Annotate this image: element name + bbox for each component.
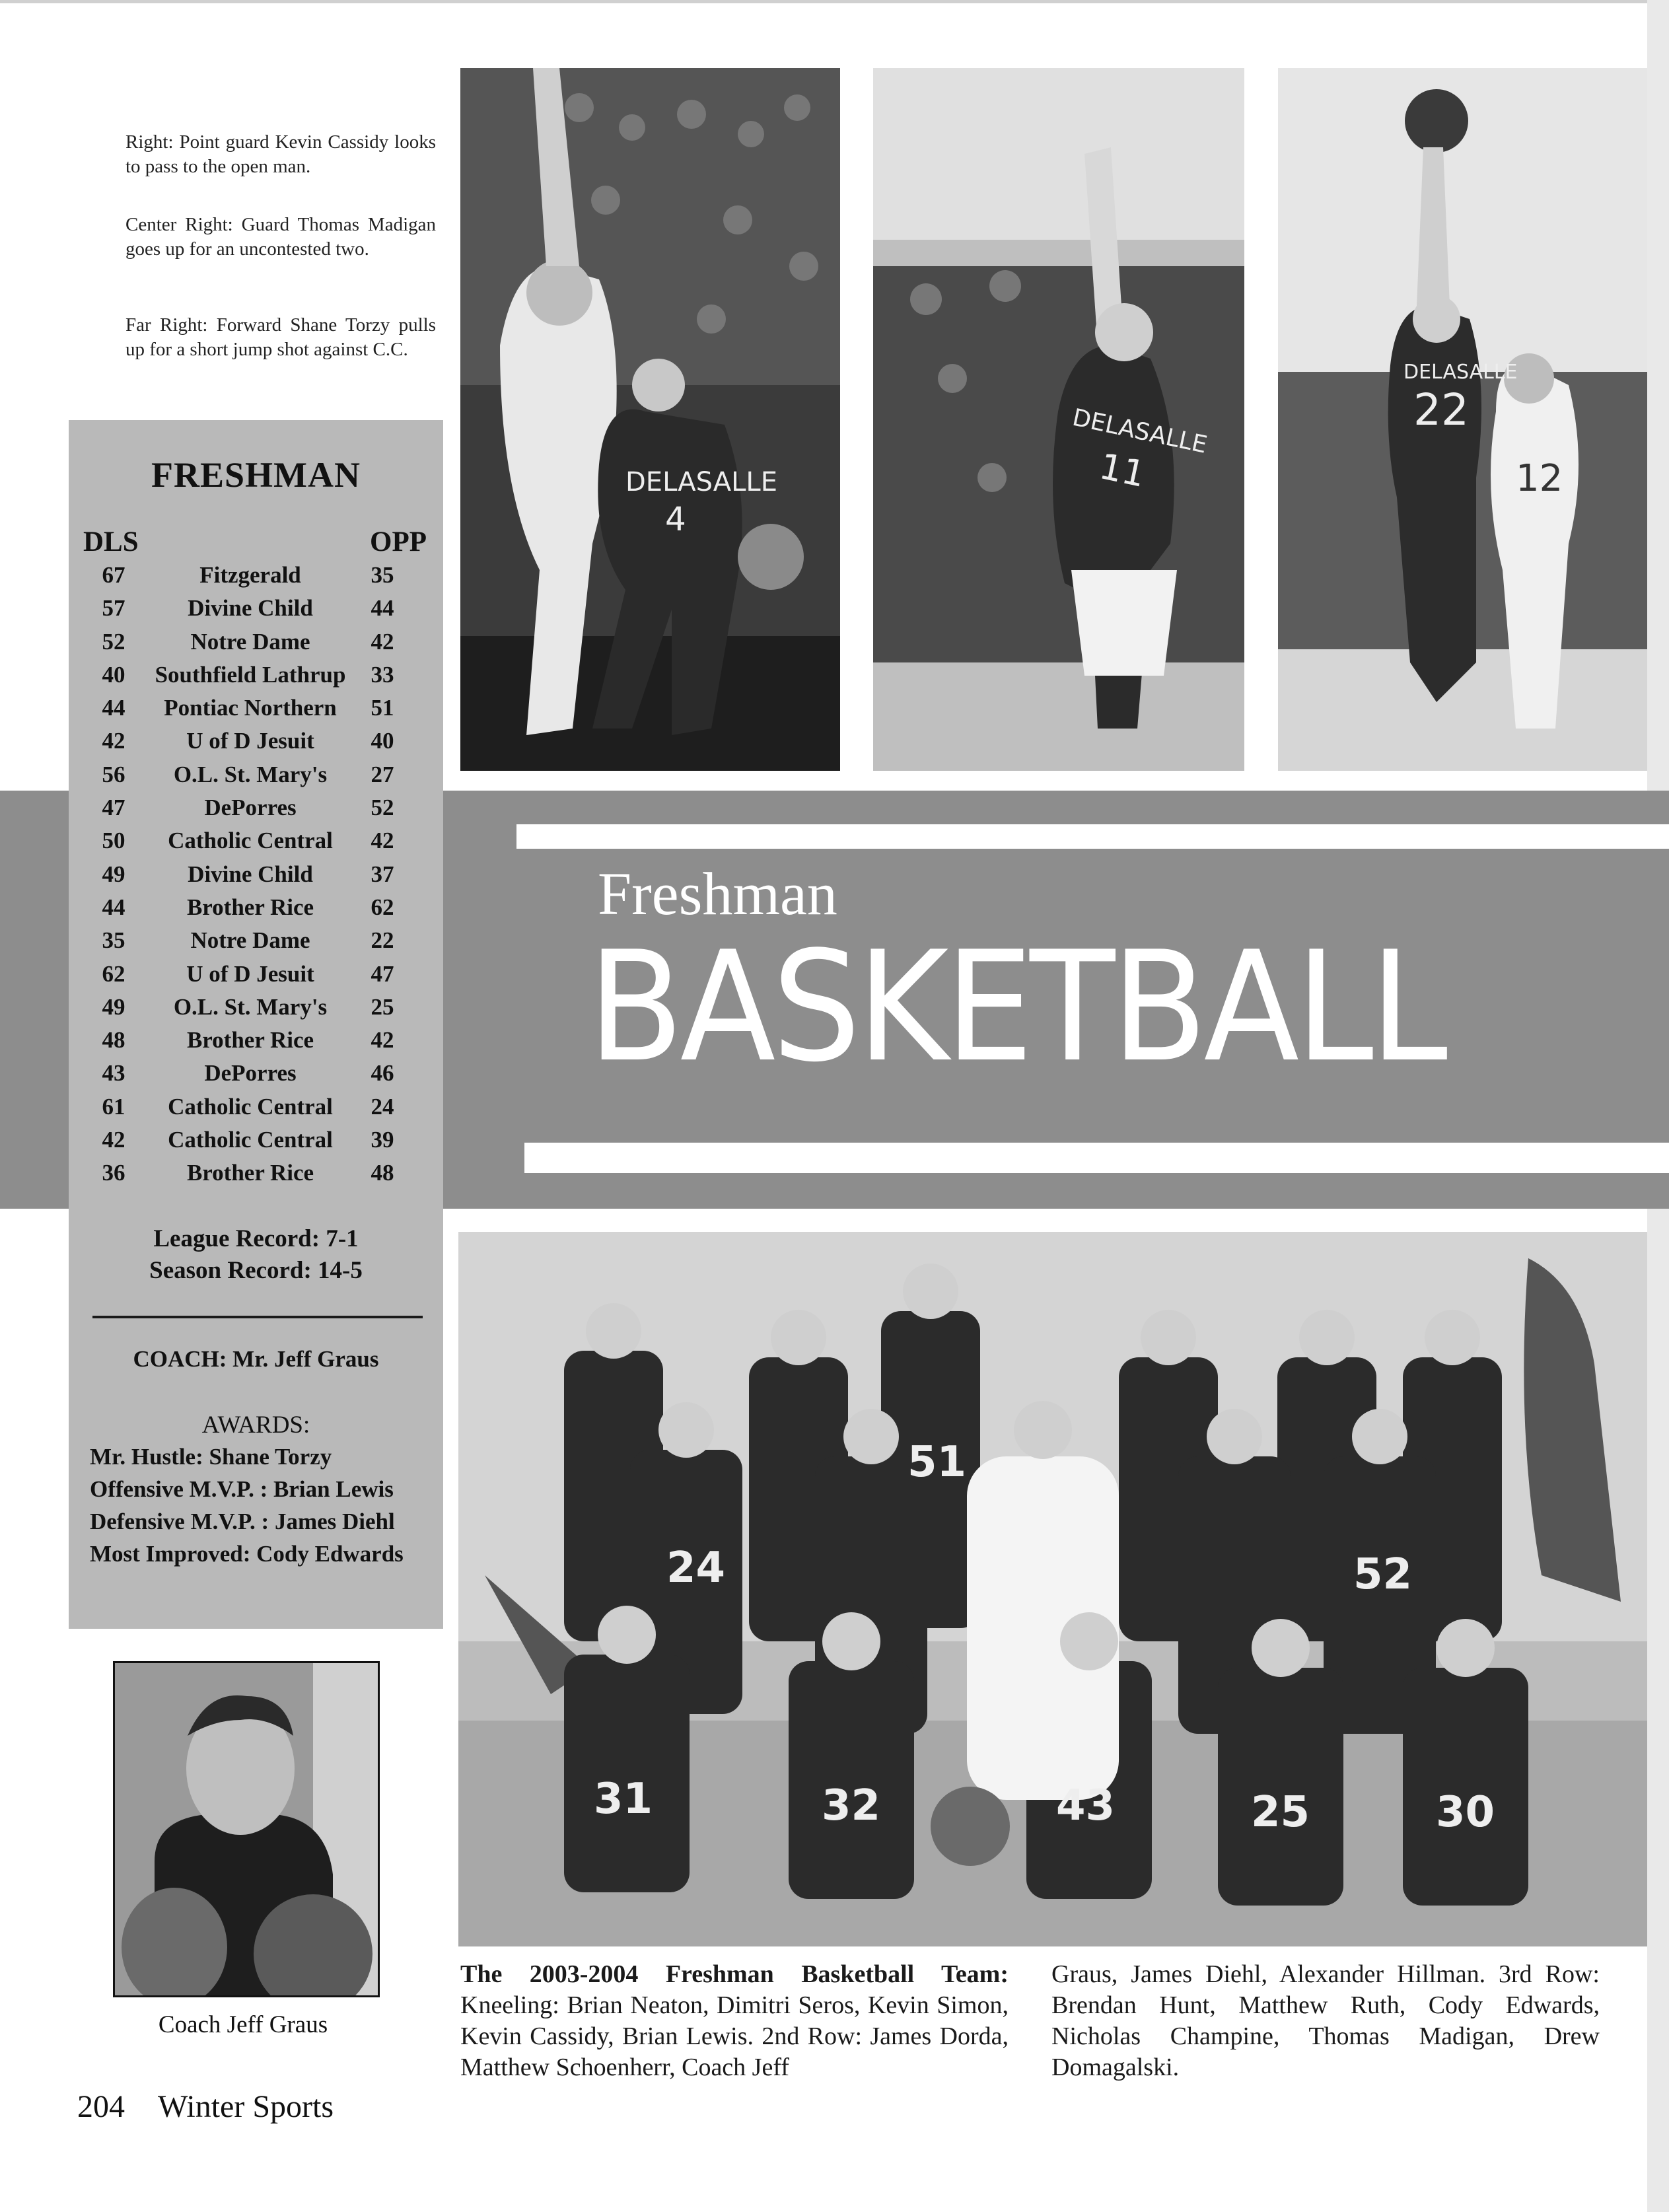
title-stripe-bottom bbox=[524, 1143, 1669, 1173]
team-caption-names-left: Kneeling: Brian Neaton, Dimitri Seros, Kevin Simon, Kevin Cassidy, Brian Lewis. 2nd Row: James Dorda, Matthew Schoenherr, Coach Jeff bbox=[460, 1991, 1009, 2081]
opp-score: 22 bbox=[371, 927, 394, 954]
schedule-panel bbox=[69, 420, 443, 1629]
title-basketball: BASKETBALL bbox=[588, 919, 1444, 1096]
team-jersey-32: 32 bbox=[822, 1781, 881, 1830]
award-defensive-mvp: Defensive M.V.P. : James Diehl bbox=[90, 1509, 395, 1534]
award-offensive-mvp: Offensive M.V.P. : Brian Lewis bbox=[90, 1476, 394, 1502]
col-opp: OPP bbox=[370, 526, 427, 557]
season-record: Season Record: 14-5 bbox=[149, 1257, 363, 1284]
opp-score: 47 bbox=[371, 960, 394, 987]
coach-line: COACH: Mr. Jeff Graus bbox=[133, 1346, 379, 1372]
schedule-title: FRESHMAN bbox=[151, 455, 361, 495]
opp-score: 51 bbox=[371, 695, 394, 721]
opp-score: 44 bbox=[371, 595, 394, 622]
page-top-edge bbox=[0, 0, 1669, 3]
schedule-row bbox=[69, 1060, 443, 1093]
dls-score: 49 bbox=[102, 993, 125, 1020]
opp-score: 46 bbox=[371, 1060, 394, 1087]
team-jersey-31: 31 bbox=[594, 1775, 653, 1824]
opponent-name: Divine Child bbox=[188, 595, 313, 622]
opponent-name: Brother Rice bbox=[186, 1160, 314, 1186]
schedule-row bbox=[69, 1027, 443, 1060]
schedule-row bbox=[69, 562, 443, 595]
opp-score: 37 bbox=[371, 861, 394, 887]
schedule-row bbox=[69, 1127, 443, 1160]
dls-score: 44 bbox=[102, 695, 125, 721]
opponent-name: DePorres bbox=[204, 1060, 297, 1087]
schedule-row bbox=[69, 1094, 443, 1127]
jersey-text-3: DELASALLE bbox=[1403, 361, 1518, 384]
opponent-name: Brother Rice bbox=[186, 1027, 314, 1053]
title-stripe-top bbox=[516, 824, 1669, 852]
schedule-row bbox=[69, 894, 443, 927]
opp-score: 39 bbox=[371, 1127, 394, 1153]
team-caption-right: Graus, James Diehl, Alexander Hillman. 3rd Row: Brendan Hunt, Matthew Ruth, Cody Edwards, Nicholas Champine, Thomas Madigan, Drew Domagalski. bbox=[1051, 1960, 1600, 2081]
jersey-number-3: 22 bbox=[1413, 384, 1469, 435]
dls-score: 50 bbox=[102, 828, 125, 854]
opp-score: 52 bbox=[371, 795, 394, 821]
team-jersey-25: 25 bbox=[1251, 1788, 1310, 1837]
schedule-row bbox=[69, 695, 443, 728]
opponent-name: O.L. St. Mary's bbox=[173, 993, 328, 1020]
dls-score: 52 bbox=[102, 628, 125, 655]
dls-score: 62 bbox=[102, 960, 125, 987]
opponent-name: Notre Dame bbox=[190, 628, 310, 655]
schedule-row bbox=[69, 595, 443, 628]
team-caption-left bbox=[460, 1959, 1009, 2083]
dls-score: 56 bbox=[102, 761, 125, 787]
jersey-number-2: 11 bbox=[1096, 445, 1149, 496]
team-photo bbox=[458, 1232, 1647, 1946]
opponent-name: Catholic Central bbox=[168, 1093, 333, 1120]
opp-score: 40 bbox=[371, 728, 394, 754]
opponent-name: Notre Dame bbox=[190, 927, 310, 954]
dls-score: 67 bbox=[102, 562, 125, 588]
jersey-number-1: 4 bbox=[665, 500, 686, 538]
opponent-name: Divine Child bbox=[188, 861, 313, 887]
award-most-improved: Most Improved: Cody Edwards bbox=[90, 1541, 404, 1567]
jersey-text-1: DELASALLE bbox=[625, 467, 777, 497]
dls-score: 43 bbox=[102, 1060, 125, 1087]
coach-photo bbox=[113, 1661, 380, 1997]
dls-score: 49 bbox=[102, 861, 125, 887]
title-freshman: Freshman bbox=[598, 860, 837, 927]
col-dls: DLS bbox=[83, 526, 139, 557]
schedule-row bbox=[69, 1160, 443, 1193]
team-caption-heading: The 2003-2004 Freshman Basketball Team: bbox=[460, 1960, 1009, 1988]
opp-score: 24 bbox=[371, 1093, 394, 1120]
opp-score: 27 bbox=[371, 761, 394, 787]
dls-score: 48 bbox=[102, 1027, 125, 1053]
schedule-row bbox=[69, 927, 443, 960]
opp-score: 42 bbox=[371, 1027, 394, 1053]
schedule-row bbox=[69, 828, 443, 861]
dls-score: 47 bbox=[102, 795, 125, 821]
opp-score: 42 bbox=[371, 628, 394, 655]
schedule-row bbox=[69, 861, 443, 894]
opponent-name: DePorres bbox=[204, 795, 297, 821]
coach-photo-caption: Coach Jeff Graus bbox=[158, 2011, 328, 2038]
opponent-name: Brother Rice bbox=[186, 894, 314, 920]
opp-score: 25 bbox=[371, 993, 394, 1020]
dls-score: 44 bbox=[102, 894, 125, 920]
schedule-row bbox=[69, 961, 443, 994]
page-number: 204 bbox=[77, 2089, 125, 2124]
dls-score: 42 bbox=[102, 728, 125, 754]
dls-score: 42 bbox=[102, 1127, 125, 1153]
dls-score: 61 bbox=[102, 1093, 125, 1120]
opponent-name: U of D Jesuit bbox=[186, 728, 314, 754]
opponent-name: U of D Jesuit bbox=[186, 960, 314, 987]
team-jersey-52: 52 bbox=[1353, 1550, 1413, 1599]
team-jersey-51: 51 bbox=[907, 1438, 967, 1487]
opp-score: 48 bbox=[371, 1160, 394, 1186]
action-photo-cassidy bbox=[460, 68, 840, 771]
schedule-row bbox=[69, 728, 443, 761]
team-jersey-24: 24 bbox=[666, 1544, 726, 1592]
opponent-name: Southfield Lathrup bbox=[155, 661, 346, 688]
jersey-text-2: DELASALLE bbox=[1070, 404, 1210, 459]
opponent-name: Catholic Central bbox=[168, 1127, 333, 1153]
schedule-row bbox=[69, 795, 443, 828]
schedule-row bbox=[69, 629, 443, 662]
section-name: Winter Sports bbox=[158, 2089, 334, 2124]
opp-score: 42 bbox=[371, 828, 394, 854]
opponent-name: Pontiac Northern bbox=[164, 695, 337, 721]
team-jersey-43: 43 bbox=[1056, 1781, 1116, 1830]
opp-score: 35 bbox=[371, 562, 394, 588]
opp-score: 62 bbox=[371, 894, 394, 920]
action-photo-torzy bbox=[1278, 68, 1647, 771]
caption-far-right: Far Right: Forward Shane Torzy pulls up for a short jump shot against C.C. bbox=[125, 314, 436, 360]
caption-right: Right: Point guard Kevin Cassidy looks to pass to the open man. bbox=[125, 131, 436, 177]
opponent-name: Fitzgerald bbox=[199, 562, 301, 588]
page-footer bbox=[77, 2088, 334, 2125]
team-jersey-30: 30 bbox=[1436, 1788, 1495, 1837]
award-hustle: Mr. Hustle: Shane Torzy bbox=[90, 1444, 332, 1470]
jersey-number-3b: 12 bbox=[1516, 457, 1563, 500]
schedule-rows bbox=[69, 562, 443, 1194]
schedule-row bbox=[69, 994, 443, 1027]
divider bbox=[92, 1316, 423, 1318]
opponent-name: O.L. St. Mary's bbox=[173, 761, 328, 787]
awards-title: AWARDS: bbox=[201, 1411, 310, 1439]
dls-score: 35 bbox=[102, 927, 125, 954]
opp-score: 33 bbox=[371, 661, 394, 688]
schedule-row bbox=[69, 762, 443, 795]
schedule-row bbox=[69, 662, 443, 695]
opponent-name: Catholic Central bbox=[168, 828, 333, 854]
dls-score: 36 bbox=[102, 1160, 125, 1186]
action-photo-madigan bbox=[873, 68, 1244, 771]
dls-score: 40 bbox=[102, 661, 125, 688]
caption-center-right: Center Right: Guard Thomas Madigan goes up for an uncontested two. bbox=[125, 214, 436, 260]
league-record: League Record: 7-1 bbox=[153, 1225, 359, 1252]
dls-score: 57 bbox=[102, 595, 125, 622]
